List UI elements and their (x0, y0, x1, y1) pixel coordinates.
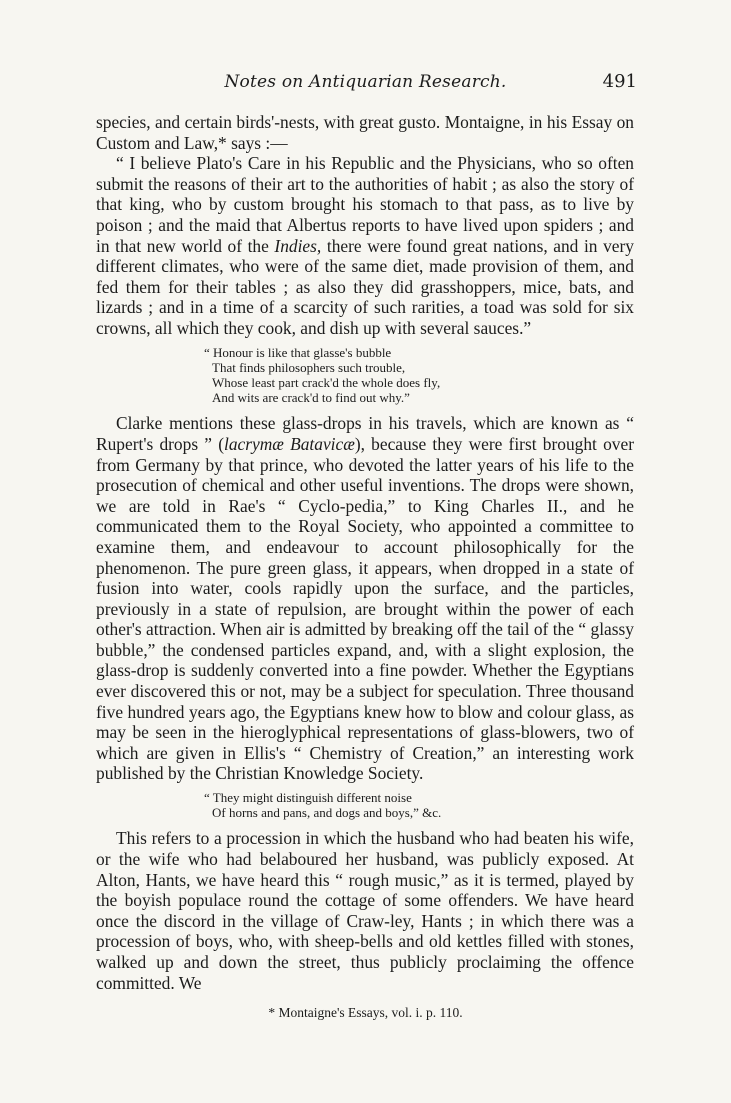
paragraph-1: species, and certain birds'-nests, with great gusto. Montaigne, in his Essay on Custom and Law,* says :— (96, 112, 634, 153)
page-number: 491 (602, 71, 637, 92)
paragraph-2-text: “ I believe Plato's Care in his Republic and the Physicians, who so often submit the reasons of their art to the authorities of habit ; as also the story of that king, who by custom brought his stomach to that pass, as to live by poison ; and the maid that Albertus reports to have lived upon spiders ; and in that new world of the (96, 153, 634, 256)
paragraph-4: This refers to a procession in which the husband who had beaten his wife, or the wife who had belaboured her husband, was publicly exposed. At Alton, Hants, we have heard this “ rough music,” as it is termed, played by the boyish populace round the cottage of some offenders. We have heard once the discord in the village of Craw-ley, Hants ; in which there was a procession of boys, who, with sheep-bells and old kettles filled with stones, walked up and down the street, thus publicly proclaiming the offence committed. We (96, 828, 634, 993)
paragraph-3-text-a: Clarke mentions these glass-drops in his travels, which are known as “ Rupert's drops ” ( (96, 413, 634, 454)
running-title: Notes on Antiquarian Research. (224, 72, 507, 92)
verse-line: “ Honour is like that glasse's bubble (204, 344, 392, 360)
paragraph-3-text-b: ), because they were first brought over from Germany by that prince, who devoted the latter years of his life to the prosecution of chemical and other useful inventions. The drops were shown, we are told in Rae's “ Cyclo-pedia,” to King Charles II., and he communicated them to the Royal Society, who appointed a committee to examine them, and endeavour to account philosophically for the phenomenon. The pure green glass, it appears, when dropped in a state of fusion into water, cools rapidly upon the surface, and the particles, previously in a state of repulsion, are brought within the power of each other's attraction. When air is admitted by breaking off the tail of the “ glassy bubble,” the condensed particles expand, and, with a slight explosion, the glass-drop is suddenly converted into a fine powder. Whether the Egyptians ever discovered this or not, may be a subject for speculation. Three thousand five hundred years ago, the Egyptians knew how to blow and colour glass, as may be seen in the hieroglyphical representations of glass-blowers, two of which are given in Ellis's “ Chemistry of Creation,” an interesting work published by the Christian Knowledge Society. (96, 433, 634, 784)
verse-line: Whose least part crack'd the whole does fly, (212, 374, 441, 390)
paragraph-2 (96, 153, 634, 338)
verse-line: “ They might distinguish different noise (204, 790, 412, 806)
verse-line: Of horns and pans, and dogs and boys,” &c. (212, 805, 442, 821)
italic-latin-term: lacrymæ Batavicæ (224, 433, 355, 454)
page-header (92, 72, 639, 98)
footnote: * Montaigne's Essays, vol. i. p. 110. (268, 1005, 463, 1020)
paragraph-2-rest: there were found great nations, and in very different climates, who were of the same diet, made provision of them, and fed them for their tables ; as also they did grasshoppers, mice, bats, and lizards ; and in a time of a scarcity of such rarities, a toad was sold for six crowns, all which they cook, and dish up with several sauces.” (96, 235, 634, 338)
italic-indies: Indies, (274, 235, 322, 256)
verse-quote-1 (204, 345, 634, 406)
verse-quote-2 (204, 790, 634, 820)
body-text (96, 112, 634, 993)
paragraph-3 (96, 413, 634, 784)
verse-line: And wits are crack'd to find out why.” (212, 390, 410, 406)
verse-line: That finds philosophers such trouble, (212, 359, 406, 375)
